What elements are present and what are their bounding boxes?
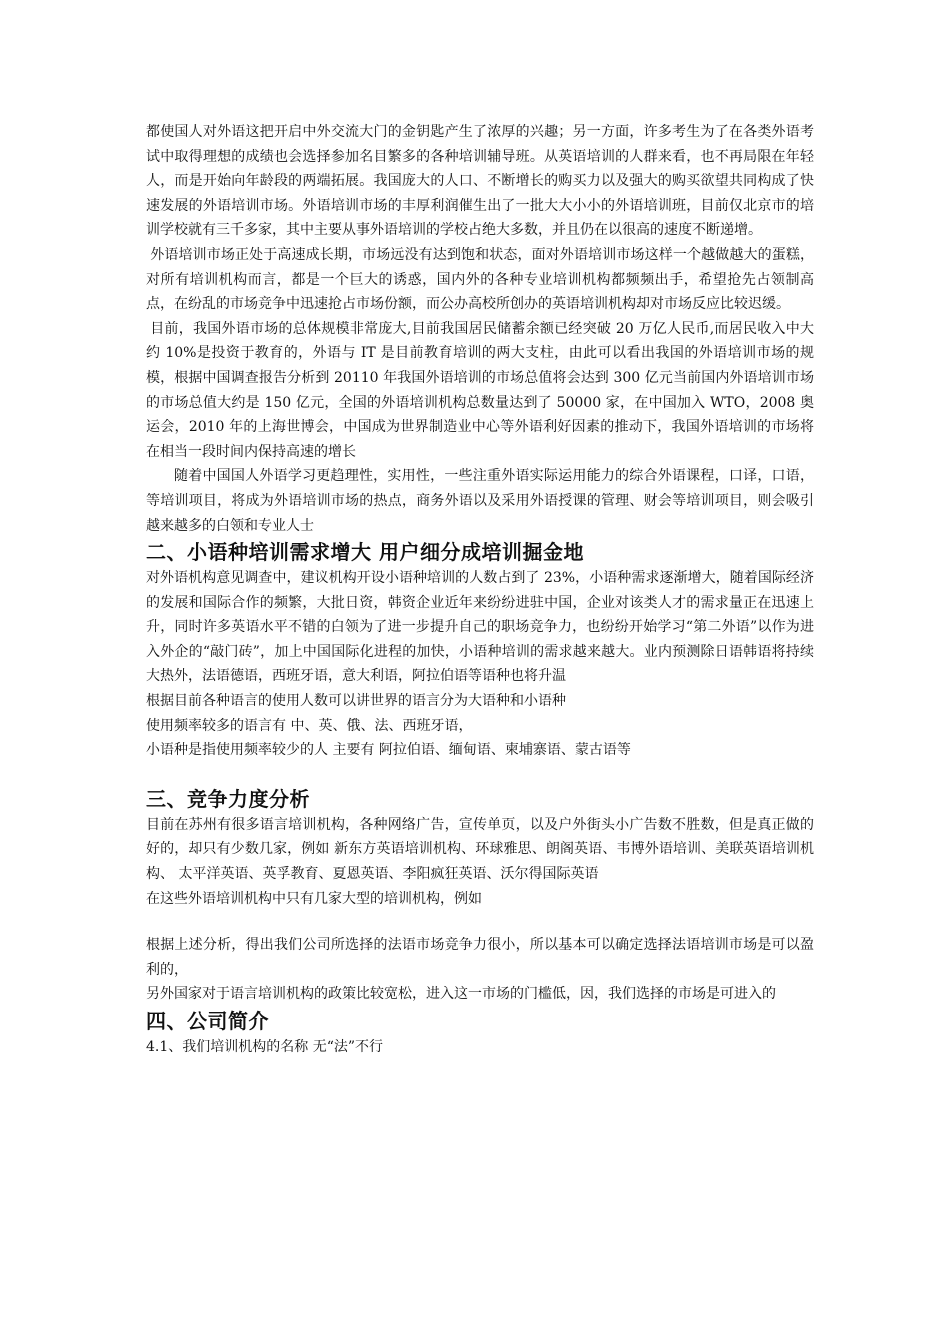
section-3-paragraph-1: 目前在苏州有很多语言培训机构，各种网络广告，宣传单页，以及户外街头小广告数不胜数，但是真正做的好的，却只有少数几家，例如 新东方英语培训机构、环球雅思、朗阁英语、韦博外语培训、美联英语培训机构、 太平洋英语、英孚教育、夏恩英语、李阳疯狂英语、沃尔得国际英语: [146, 816, 814, 883]
section-3-paragraph-3: 根据上述分析，得出我们公司所选择的法语市场竞争力很小，所以基本可以确定选择法语培训市场是可以盈利的，: [146, 937, 814, 978]
section-2-paragraph-2: 根据目前各种语言的使用人数可以讲世界的语言分为大语种和小语种: [146, 693, 566, 710]
section-4-heading: 四、公司简介: [146, 1009, 269, 1033]
section-3-heading: 三、竞争力度分析: [146, 786, 310, 811]
section-2-paragraph-1: 对外语机构意见调查中，建议机构开设小语种培训的人数占到了 23%，小语种需求逐渐增大，随着国际经济的发展和国际合作的频繁，大批日资，韩资企业近年来纷纷进驻中国，企业对该类人才的需求量正在迅速上升，同时许多英语水平不错的白领为了进一步提升自己的职场竞争力，也纷纷开始学习“第二外语”以作为进入外企的“敲门砖”，加上中国国际化进程的加快，小语种培训的需求越来越大。业内预测除日语韩语将持续大热外，法语德语，西班牙语，意大利语，阿拉伯语等语种也将升温: [146, 570, 814, 685]
blank-line: [146, 911, 814, 933]
document-page: [146, 120, 814, 1060]
intro-paragraph-3: 目前，我国外语市场的总体规模非常庞大,目前我国居民储蓄余额已经突破 20 万亿人民币,而居民收入中大约 10%是投资于教育的，外语与 IT 是目前教育培训的两大支柱，由此可以看出我国的外语培训市场的规模，根据中国调查报告分析到 20110 年我国外语培训的市场总值将会达到 300 亿元当前国内外语培训市场的市场总值大约是 150 亿元，全国的外语培训机构总数量达到了 50000 家，在中国加入 WTO，2008 奥运会，2010 年的上海世博会，中国成为世界制造业中心等外语利好因素的推动下，我国外语培训的市场将在相当一段时间内保持高速的增长: [146, 320, 814, 460]
section-3-paragraph-2: 在这些外语培训机构中只有几家大型的培训机构，例如: [146, 890, 482, 907]
section-4-item-1: 4.1、我们培训机构的名称 无“法”不行: [146, 1039, 384, 1055]
blank-line: [146, 763, 814, 785]
section-2-heading: 二、小语种培训需求增大 用户细分成培训掘金地: [146, 540, 584, 565]
section-2-paragraph-4: 小语种是指使用频率较少的人 主要有 阿拉伯语、缅甸语、柬埔寨语、蒙古语等: [146, 742, 631, 759]
section-2-paragraph-3: 使用频率较多的语言有 中、英、俄、法、西班牙语，: [146, 717, 473, 734]
intro-paragraph-2: 外语培训市场正处于高速成长期，市场远没有达到饱和状态，面对外语培训市场这样一个越做越大的蛋糕，对所有培训机构而言，都是一个巨大的诱惑，国内外的各种专业培训机构都频频出手，希望抢先占领制高点，在纷乱的市场竞争中迅速抢占市场份额，而公办高校所创办的英语培训机构却对市场反应比较迟缓。: [146, 246, 814, 313]
intro-paragraph-1: 都使国人对外语这把开启中外交流大门的金钥匙产生了浓厚的兴趣；另一方面，许多考生为了在各类外语考试中取得理想的成绩也会选择参加名目繁多的各种培训辅导班。从英语培训的人群来看，也不再局限在年轻人，而是开始向年龄段的两端拓展。我国庞大的人口、不断增长的购买力以及强大的购买欲望共同构成了快速发展的外语培训市场。外语培训市场的丰厚利润催生出了一批大大小小的外语培训班，目前仅北京市的培训学校就有三千多家，其中主要从事外语培训的学校占绝大多数，并且仍在以很高的速度不断递增。: [146, 124, 814, 239]
intro-paragraph-4: 随着中国国人外语学习更趋理性，实用性，一些注重外语实际运用能力的综合外语课程，口译，口语，等培训项目，将成为外语培训市场的热点，商务外语以及采用外语授课的管理、财会等培训项目，则会吸引越来越多的白领和专业人士: [146, 468, 814, 534]
section-3-paragraph-4: 另外国家对于语言培训机构的政策比较宽松，进入这一市场的门槛低，因，我们选择的市场是可进入的: [146, 986, 776, 1003]
